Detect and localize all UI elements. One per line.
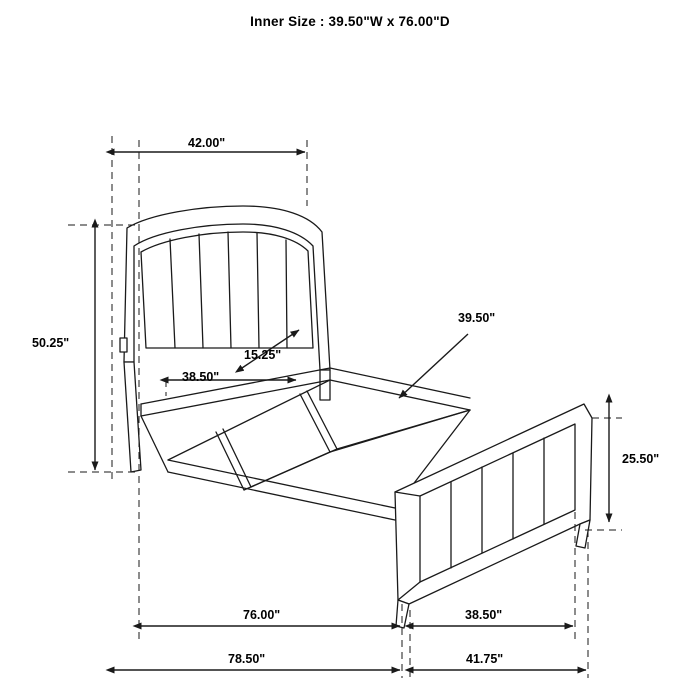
- slat-2: [300, 394, 330, 452]
- dim-label-footboard-height: 25.50": [622, 452, 660, 466]
- deck-left-edge: [168, 380, 330, 460]
- dim-label-headboard-lower-width: 38.50": [182, 370, 220, 384]
- leader-line-39-50: [399, 334, 468, 398]
- callout-leader-rail-width: [399, 334, 468, 398]
- dim-label-top-width: 42.00": [188, 136, 226, 150]
- rail-near-top: [168, 460, 395, 508]
- dim-label-rail-width-callout: 39.50": [458, 311, 496, 325]
- dim-label-mattress-length: 76.00": [243, 608, 281, 622]
- dim-label-headboard-height: 50.25": [32, 336, 70, 350]
- deck-right-edge-2: [337, 410, 470, 449]
- headboard-left-leg: [124, 362, 141, 472]
- slat-1b: [223, 429, 251, 487]
- deck-left-corner: [141, 416, 168, 472]
- headboard-left-knob: [120, 338, 127, 352]
- bed-outline: [120, 206, 592, 628]
- rail-far-right-top: [330, 368, 470, 398]
- rail-near-bottom: [168, 472, 395, 520]
- dim-label-footboard-width: 38.50": [465, 608, 503, 622]
- dim-label-headboard-diagonal: 15.25": [244, 348, 282, 362]
- dim-label-overall-length: 78.50": [228, 652, 266, 666]
- headboard-right-post: [320, 370, 330, 400]
- rail-far-right-bottom: [330, 380, 470, 410]
- dim-label-overall-width-right: 41.75": [466, 652, 504, 666]
- page-title: Inner Size : 39.50"W x 76.00"D: [250, 14, 450, 29]
- center-support-b: [251, 449, 337, 487]
- slat-1: [216, 432, 244, 490]
